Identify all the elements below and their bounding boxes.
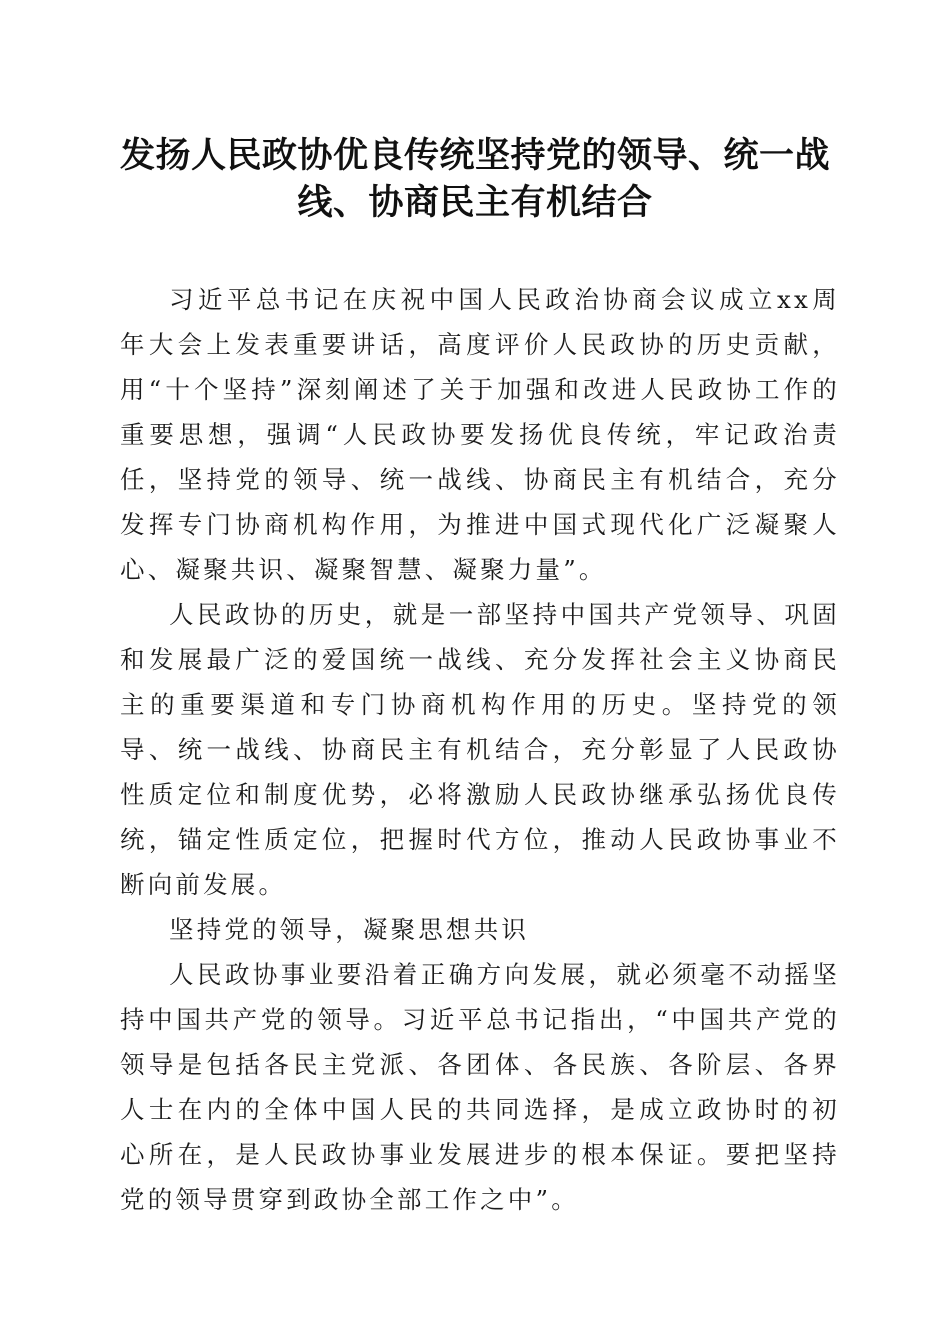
- document-title: 发扬人民政协优良传统坚持党的领导、统一战线、协商民主有机结合: [119, 135, 830, 223]
- paragraph-history: 人民政协的历史，就是一部坚持中国共产党领导、巩固和发展最广泛的爱国统一战线、充分发挥社会主义协商民主的重要渠道和专门协商机构作用的历史。坚持党的领导、统一战线、协商民主有机结合，充分彰显了人民政协性质定位和制度优势，必将激励人民政协继承弘扬优良传统，锚定性质定位，把握时代方位，推动人民政协事业不断向前发展。: [120, 600, 840, 899]
- document-body: [120, 277, 840, 1222]
- paragraph-intro: 习近平总书记在庆祝中国人民政治协商会议成立xx周年大会上发表重要讲话，高度评价人民政协的历史贡献，用“十个坚持”深刻阐述了关于加强和改进人民政协工作的重要思想，强调“人民政协要发扬优良传统，牢记政治责任，坚持党的领导、统一战线、协商民主有机结合，充分发挥专门协商机构作用，为推进中国式现代化广泛凝聚人心、凝聚共识、凝聚智慧、凝聚力量”。: [120, 285, 840, 584]
- section-heading: 坚持党的领导，凝聚思想共识: [169, 915, 530, 944]
- paragraph-party-leadership: 人民政协事业要沿着正确方向发展，就必须毫不动摇坚持中国共产党的领导。习近平总书记指出，“中国共产党的领导是包括各民主党派、各团体、各民族、各阶层、各界人士在内的全体中国人民的共同选择，是成立政协时的初心所在，是人民政协事业发展进步的根本保证。要把坚持党的领导贯穿到政协全部工作之中”。: [120, 960, 840, 1214]
